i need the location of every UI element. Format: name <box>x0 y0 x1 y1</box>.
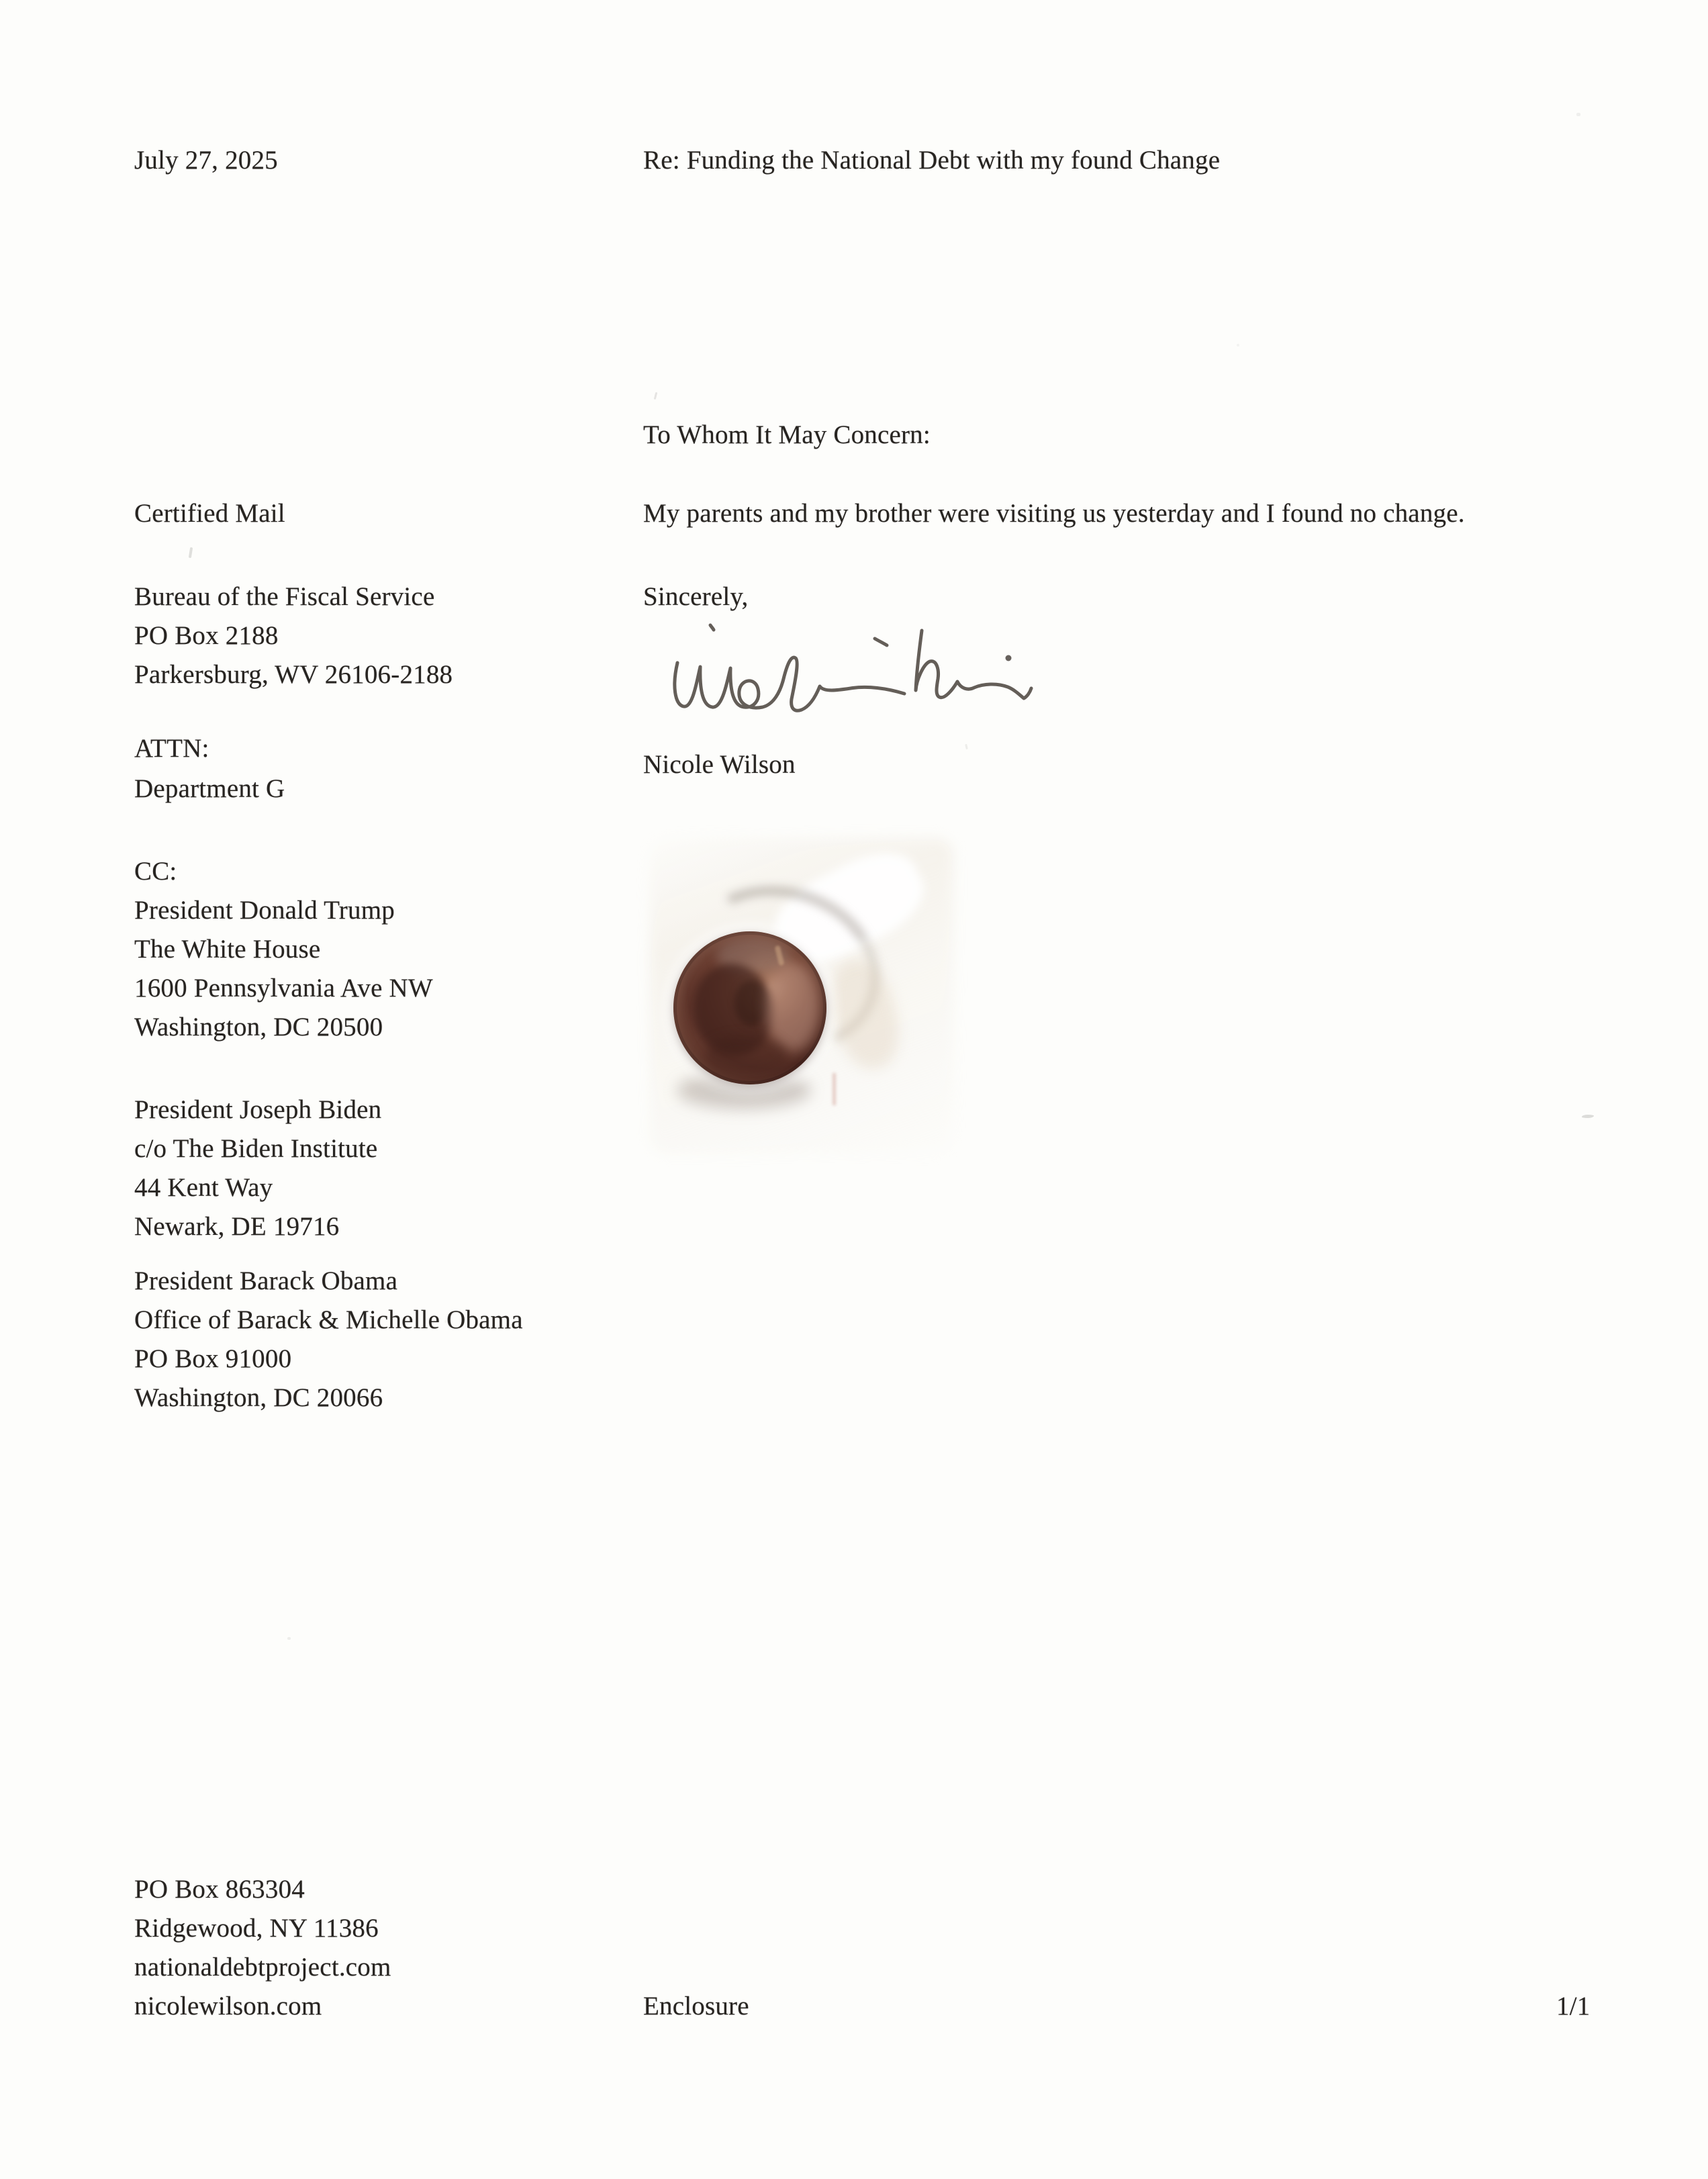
signature-image <box>661 621 1037 722</box>
coin-highlight <box>765 962 820 1051</box>
scan-speck <box>1576 113 1580 116</box>
cc-line: 44 Kent Way <box>134 1173 273 1202</box>
footer-line: PO Box 863304 <box>134 1875 305 1904</box>
scan-speck <box>287 1637 291 1640</box>
footer-line: Ridgewood, NY 11386 <box>134 1914 379 1943</box>
cc-line: The White House <box>134 935 321 964</box>
salutation: To Whom It May Concern: <box>643 420 931 449</box>
tape-edge <box>833 1073 836 1105</box>
body-text: My parents and my brother were visiting us yesterday and I found no change. <box>643 499 1465 528</box>
footer-line: nicolewilson.com <box>134 1992 322 2021</box>
closing: Sincerely, <box>643 582 749 611</box>
scan-speck <box>444 1320 447 1323</box>
cc-line: Office of Barack & Michelle Obama <box>134 1305 523 1334</box>
coin-lower-shading <box>704 1035 788 1075</box>
scan-speck <box>1237 344 1239 346</box>
page-number: 1/1 <box>1556 1992 1591 2021</box>
scan-speck <box>189 547 193 558</box>
cc-line: c/o The Biden Institute <box>134 1134 378 1163</box>
penny-coin-image <box>673 931 826 1084</box>
footer-line: nationaldebtproject.com <box>134 1953 391 1982</box>
cc-line: Newark, DE 19716 <box>134 1212 340 1241</box>
recipient-line: PO Box 2188 <box>134 621 279 650</box>
cc-line: Washington, DC 20066 <box>134 1383 383 1412</box>
enclosure-note: Enclosure <box>643 1992 749 2021</box>
signer-name: Nicole Wilson <box>643 750 796 779</box>
mail-method: Certified Mail <box>134 499 285 528</box>
cc-line: Washington, DC 20500 <box>134 1013 383 1041</box>
cc-line: PO Box 91000 <box>134 1344 292 1373</box>
scan-speck <box>654 392 658 400</box>
attn-line: Department G <box>134 774 285 803</box>
recipient-line: Parkersburg, WV 26106-2188 <box>134 660 453 689</box>
recipient-line: Bureau of the Fiscal Service <box>134 582 435 611</box>
letter-date: July 27, 2025 <box>134 146 278 175</box>
scan-speck <box>1582 1115 1594 1118</box>
cc-label: CC: <box>134 857 177 886</box>
attn-label: ATTN: <box>134 734 209 763</box>
cc-line: 1600 Pennsylvania Ave NW <box>134 974 433 1003</box>
cc-line: President Joseph Biden <box>134 1095 382 1124</box>
cc-line: President Barack Obama <box>134 1266 398 1295</box>
cc-line: President Donald Trump <box>134 896 395 925</box>
subject-line: Re: Funding the National Debt with my found Change <box>643 146 1221 175</box>
scan-speck <box>965 744 968 749</box>
